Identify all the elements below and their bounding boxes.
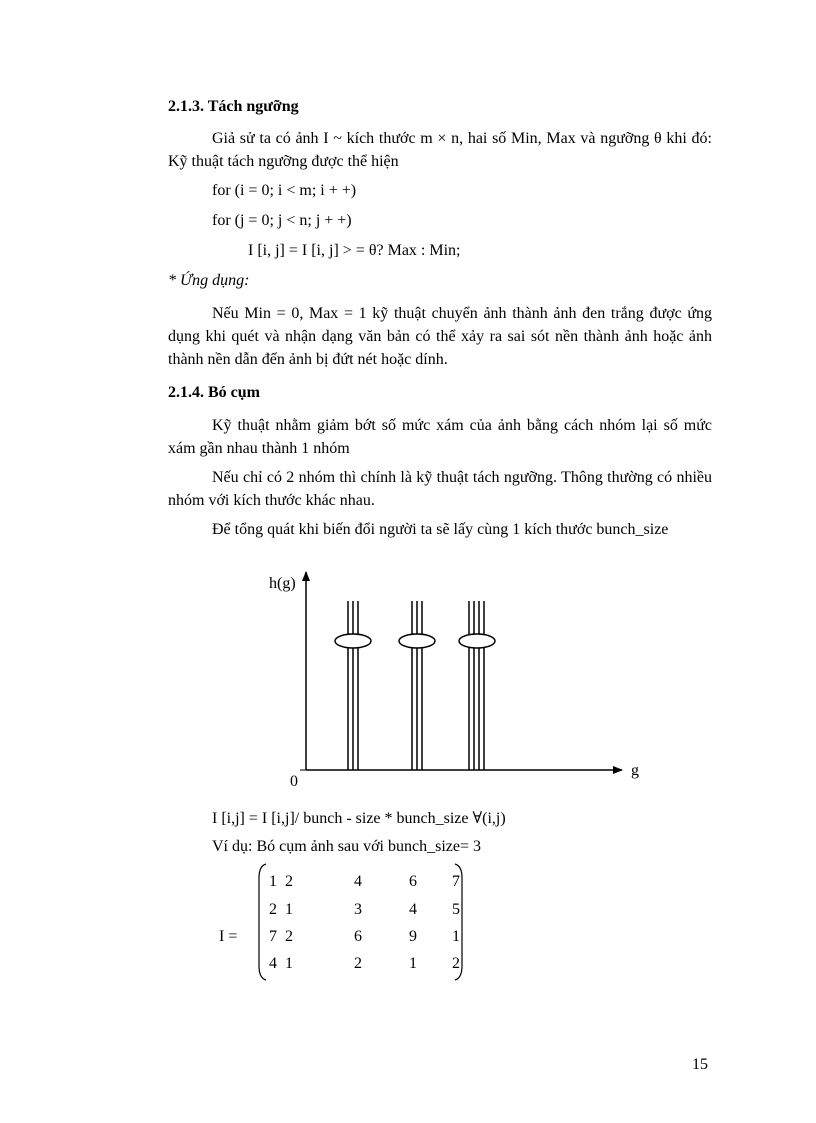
bunch-text-3: Để tổng quát khi biến đổi người ta sẽ lấy cùng 1 kích thước bunch_size [212, 521, 669, 538]
intro-text: Giả sử ta có ảnh I ~ kích thước m × n, hai số Min, Max và ngưỡng θ khi đó: Kỹ thuật tách ngưỡng được thể hiện [168, 130, 712, 170]
matrix-cell: 2 [452, 955, 460, 972]
cluster-2 [399, 601, 435, 770]
matrix-cell: 9 [409, 928, 417, 945]
cluster-ellipse [399, 634, 435, 648]
matrix-cell: 4 [269, 955, 277, 972]
matrix-cell: 4 [409, 901, 417, 918]
matrix-cell: 5 [452, 901, 460, 918]
cluster-ellipse [459, 634, 495, 648]
matrix-cell: 2 [285, 873, 293, 890]
matrix-cell: 1 [269, 873, 277, 890]
cluster-1 [335, 601, 371, 770]
code-line-1: for (i = 0; i < m; i + +) [212, 182, 357, 199]
application-label: * Ứng dụng: [168, 272, 250, 289]
bunch-text-1: Kỹ thuật nhằm giảm bớt số mức xám của ảnh bằng cách nhóm lại số mức xám gần nhau thành 1 nhóm [168, 417, 712, 457]
matrix-cell: 2 [285, 928, 293, 945]
origin-label: 0 [290, 773, 298, 790]
cluster-ellipse [335, 634, 371, 648]
matrix-cell: 7 [269, 928, 277, 945]
matrix-cell: 7 [452, 873, 460, 890]
code-line-2: for (j = 0; j < n; j + +) [212, 212, 352, 229]
page-number: 15 [692, 1056, 708, 1073]
example-caption: Ví dụ: Bó cụm ảnh sau với bunch_size= 3 [212, 838, 481, 855]
section-heading-2-1-4: 2.1.4. Bó cụm [168, 384, 260, 401]
section-heading-2-1-3: 2.1.3. Tách ngưỡng [168, 98, 299, 115]
bunch-formula: I [i,j] = I [i,j]/ bunch - size * bunch_size ∀(i,j) [212, 810, 506, 827]
application-text: Nếu Min = 0, Max = 1 kỹ thuật chuyển ảnh thành ảnh đen trắng được ứng dụng khi quét và nhận dạng văn bản có thể xảy ra sai sót nền thành ảnh hoặc ảnh thành nền dẫn đến ảnh bị đứt nét hoặc dính. [168, 305, 712, 368]
y-axis-label: h(g) [269, 575, 296, 592]
matrix-cell: 6 [409, 873, 417, 890]
x-axis-label: g [631, 762, 639, 779]
code-line-3: I [i, j] = I [i, j] > = θ? Max : Min; [248, 242, 461, 259]
matrix-cell: 1 [409, 955, 417, 972]
matrix-cell: 1 [285, 901, 293, 918]
cluster-3 [459, 601, 495, 770]
matrix-label: I = [219, 928, 238, 945]
matrix-cell: 2 [354, 955, 362, 972]
matrix-cell: 3 [354, 901, 362, 918]
matrix-cell: 1 [452, 928, 460, 945]
matrix-cell: 6 [354, 928, 362, 945]
matrix-cell: 4 [354, 873, 362, 890]
matrix-cell: 2 [269, 901, 277, 918]
matrix-cell: 1 [285, 955, 293, 972]
bunch-text-2: Nếu chỉ có 2 nhóm thì chính là kỹ thuật tách ngưỡng. Thông thường có nhiều nhóm với kích thước khác nhau. [168, 469, 712, 509]
